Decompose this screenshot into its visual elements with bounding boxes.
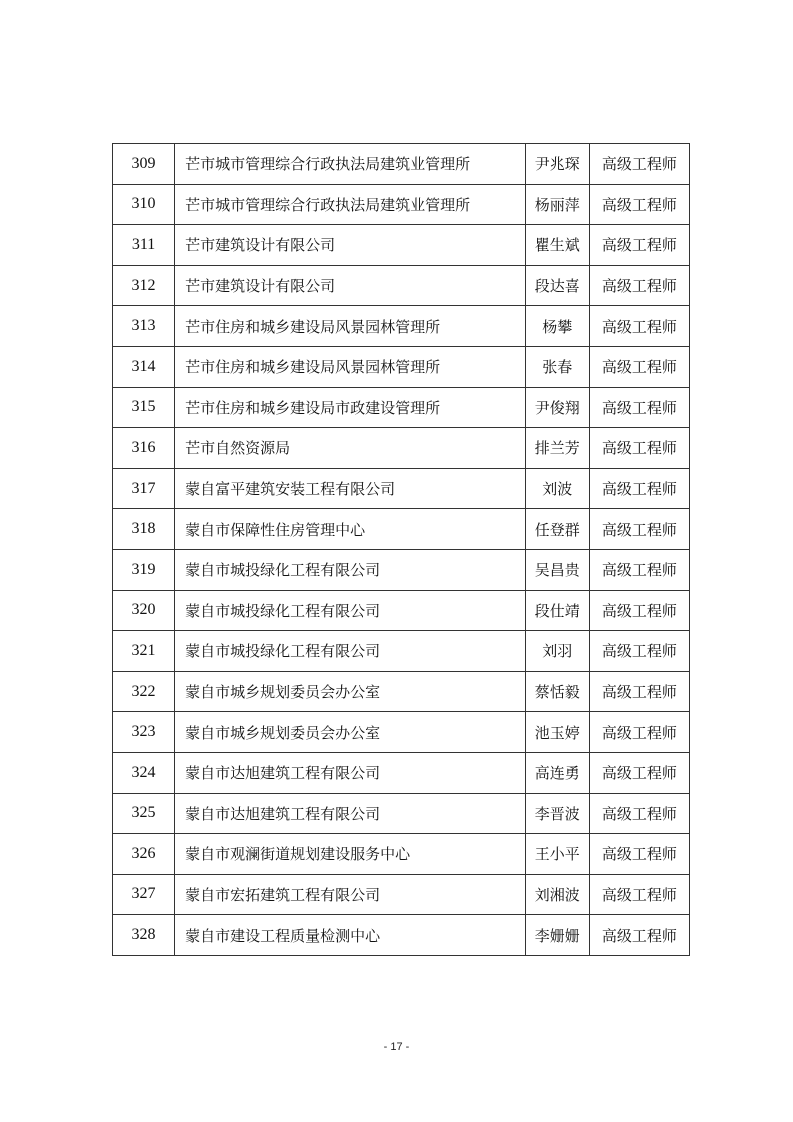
organization-name: 蒙自市城投绿化工程有限公司 (175, 631, 526, 672)
table-row (113, 265, 690, 306)
professional-title: 高级工程师 (589, 225, 689, 266)
table-row (113, 346, 690, 387)
organization-name: 蒙自市城投绿化工程有限公司 (175, 590, 526, 631)
row-number: 318 (113, 509, 175, 550)
organization-name: 芒市住房和城乡建设局市政建设管理所 (175, 387, 526, 428)
professional-title: 高级工程师 (589, 874, 689, 915)
person-name: 杨攀 (525, 306, 589, 347)
professional-title: 高级工程师 (589, 631, 689, 672)
table-row (113, 793, 690, 834)
row-number: 319 (113, 549, 175, 590)
organization-name: 芒市住房和城乡建设局风景园林管理所 (175, 346, 526, 387)
row-number: 314 (113, 346, 175, 387)
person-name: 刘湘波 (525, 874, 589, 915)
professional-title: 高级工程师 (589, 306, 689, 347)
professional-title: 高级工程师 (589, 671, 689, 712)
table-row (113, 509, 690, 550)
organization-name: 蒙自市城乡规划委员会办公室 (175, 671, 526, 712)
table-row (113, 590, 690, 631)
professional-title: 高级工程师 (589, 346, 689, 387)
organization-name: 芒市建筑设计有限公司 (175, 265, 526, 306)
row-number: 324 (113, 752, 175, 793)
person-name: 张春 (525, 346, 589, 387)
organization-name: 蒙自市观澜街道规划建设服务中心 (175, 834, 526, 875)
table-row (113, 184, 690, 225)
roster-table-body (113, 144, 690, 956)
professional-title: 高级工程师 (589, 468, 689, 509)
person-name: 吴昌贵 (525, 549, 589, 590)
person-name: 杨丽萍 (525, 184, 589, 225)
person-name: 排兰芳 (525, 428, 589, 469)
professional-title: 高级工程师 (589, 793, 689, 834)
professional-title: 高级工程师 (589, 590, 689, 631)
roster-table (112, 143, 690, 956)
person-name: 池玉婷 (525, 712, 589, 753)
table-row (113, 387, 690, 428)
organization-name: 蒙自市城投绿化工程有限公司 (175, 549, 526, 590)
person-name: 尹兆琛 (525, 144, 589, 185)
person-name: 刘羽 (525, 631, 589, 672)
person-name: 段仕靖 (525, 590, 589, 631)
person-name: 段达喜 (525, 265, 589, 306)
professional-title: 高级工程师 (589, 387, 689, 428)
table-row (113, 874, 690, 915)
person-name: 尹俊翔 (525, 387, 589, 428)
person-name: 蔡恬毅 (525, 671, 589, 712)
organization-name: 芒市城市管理综合行政执法局建筑业管理所 (175, 144, 526, 185)
organization-name: 蒙自富平建筑安装工程有限公司 (175, 468, 526, 509)
row-number: 327 (113, 874, 175, 915)
professional-title: 高级工程师 (589, 144, 689, 185)
person-name: 李姗姗 (525, 915, 589, 956)
table-row (113, 306, 690, 347)
professional-title: 高级工程师 (589, 265, 689, 306)
professional-title: 高级工程师 (589, 915, 689, 956)
professional-title: 高级工程师 (589, 184, 689, 225)
row-number: 311 (113, 225, 175, 266)
table-row (113, 631, 690, 672)
professional-title: 高级工程师 (589, 834, 689, 875)
row-number: 310 (113, 184, 175, 225)
row-number: 317 (113, 468, 175, 509)
table-row (113, 144, 690, 185)
person-name: 王小平 (525, 834, 589, 875)
row-number: 321 (113, 631, 175, 672)
professional-title: 高级工程师 (589, 549, 689, 590)
professional-title: 高级工程师 (589, 428, 689, 469)
table-row (113, 468, 690, 509)
organization-name: 蒙自市达旭建筑工程有限公司 (175, 793, 526, 834)
person-name: 高连勇 (525, 752, 589, 793)
page-number: - 17 - (383, 1041, 410, 1053)
table-row (113, 225, 690, 266)
row-number: 315 (113, 387, 175, 428)
table-row (113, 915, 690, 956)
organization-name: 芒市城市管理综合行政执法局建筑业管理所 (175, 184, 526, 225)
row-number: 322 (113, 671, 175, 712)
professional-title: 高级工程师 (589, 712, 689, 753)
organization-name: 蒙自市保障性住房管理中心 (175, 509, 526, 550)
row-number: 316 (113, 428, 175, 469)
organization-name: 芒市自然资源局 (175, 428, 526, 469)
row-number: 320 (113, 590, 175, 631)
row-number: 326 (113, 834, 175, 875)
person-name: 瞿生斌 (525, 225, 589, 266)
row-number: 312 (113, 265, 175, 306)
professional-title: 高级工程师 (589, 509, 689, 550)
professional-title: 高级工程师 (589, 752, 689, 793)
organization-name: 蒙自市建设工程质量检测中心 (175, 915, 526, 956)
person-name: 刘波 (525, 468, 589, 509)
organization-name: 蒙自市达旭建筑工程有限公司 (175, 752, 526, 793)
table-row (113, 752, 690, 793)
person-name: 李晋波 (525, 793, 589, 834)
row-number: 328 (113, 915, 175, 956)
table-row (113, 671, 690, 712)
organization-name: 蒙自市城乡规划委员会办公室 (175, 712, 526, 753)
row-number: 325 (113, 793, 175, 834)
table-row (113, 834, 690, 875)
organization-name: 蒙自市宏拓建筑工程有限公司 (175, 874, 526, 915)
table-row (113, 428, 690, 469)
person-name: 任登群 (525, 509, 589, 550)
row-number: 323 (113, 712, 175, 753)
row-number: 313 (113, 306, 175, 347)
row-number: 309 (113, 144, 175, 185)
organization-name: 芒市建筑设计有限公司 (175, 225, 526, 266)
table-row (113, 549, 690, 590)
table-row (113, 712, 690, 753)
organization-name: 芒市住房和城乡建设局风景园林管理所 (175, 306, 526, 347)
